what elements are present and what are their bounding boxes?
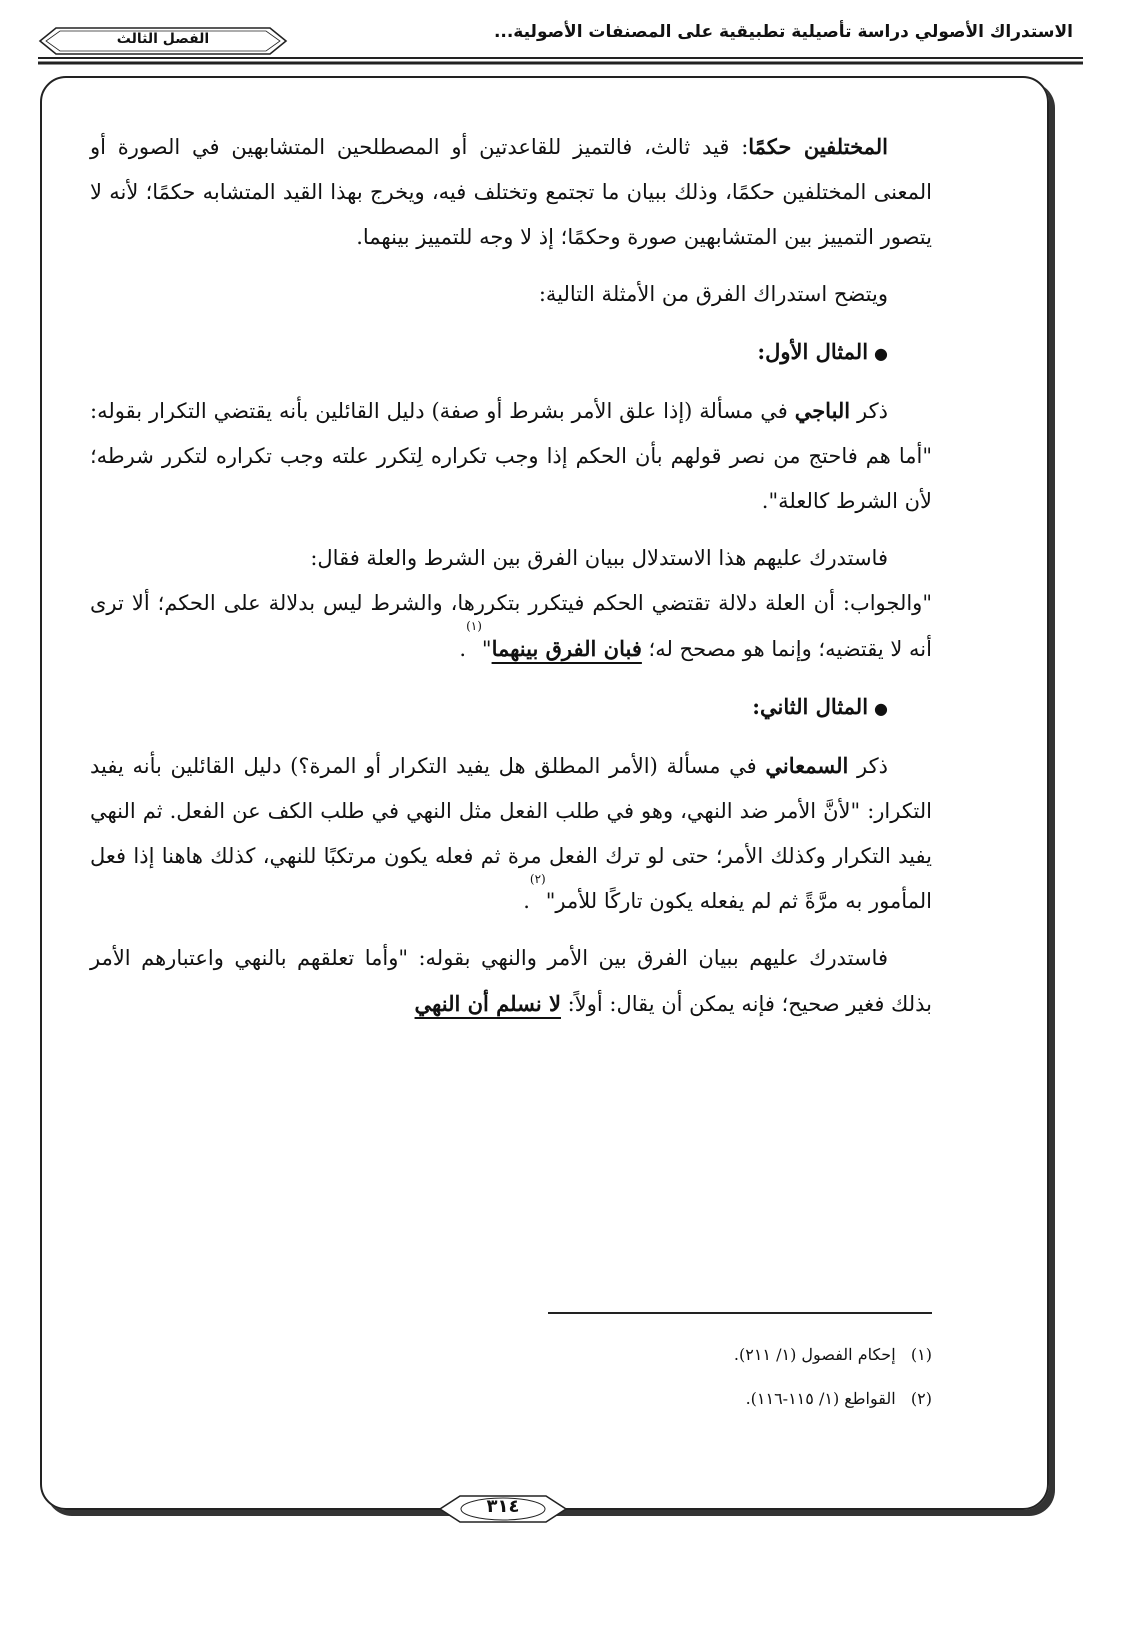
footnote-ref-1: (١) [466, 619, 482, 633]
author-samani: السمعاني [765, 753, 849, 778]
p1-text: : قيد ثالث، فالتميز للقاعدتين أو المصطلحين المتشابهين في الصورة أو المعنى المختلفين حكمًا، وذلك ببيان ما تجتمع وتختلف فيه، ويخرج بهذا القيد المتشابه حكمًا؛ لأنه لا يتصور التمييز بين المتشابهين صورة وحكمًا؛ إذ لا وجه للتمييز بينهما. [90, 135, 932, 249]
example-2-heading [90, 684, 932, 731]
paragraph-3 [90, 388, 932, 524]
p6-end: . [523, 889, 530, 913]
term-bold: المختلفين حكمًا [748, 134, 888, 159]
p7-bold: لا نسلم أن النهي [414, 991, 561, 1016]
chapter-tab [38, 24, 288, 58]
p5-b: " [481, 637, 492, 661]
page-number: ٣١٤ [486, 1496, 520, 1517]
footnote-2 [548, 1382, 932, 1416]
p3-a: ذكر [850, 399, 888, 423]
footnote-ref-2: (٢) [529, 872, 546, 886]
bullet-icon: ● [874, 344, 888, 363]
header-rule [38, 56, 1083, 66]
example-2-label: المثال الثاني: [752, 694, 869, 719]
footnote-1-num: (١) [910, 1345, 932, 1364]
paragraph-4: فاستدرك عليهم هذا الاستدلال ببيان الفرق بين الشرط والعلة فقال: [310, 546, 888, 570]
author-baji: الباجي [794, 398, 851, 423]
footnote-1 [548, 1338, 932, 1372]
p5-a: "والجواب: أن العلة دلالة تقتضي الحكم فيتكرر بتكررها، والشرط ليس بدلالة على الحكم؛ ألا ترى أنه لا يقتضيه؛ وإنما هو مصحح له؛ [90, 591, 932, 661]
bullet-icon: ● [874, 699, 888, 718]
p3-b: في مسألة (إذا علق الأمر بشرط أو صفة) دليل القائلين بأنه يقتضي التكرار بقوله: "أما هم فاحتج من نصر قولهم بأن الحكم إذا وجب تكراره لِتكرر علته وجب تكراره لتكرر شرطه؛ لأن الشرط كالعلة". [90, 399, 932, 513]
paragraph-7 [90, 936, 932, 1027]
p6-b: في مسألة (الأمر المطلق هل يفيد التكرار أو المرة؟) دليل القائلين بأنه يفيد التكرار: "لأنَّ الأمر ضد النهي، وهو في طلب الفعل مثل النهي في طلب الكف عن الفعل. ثم النهي يفيد التكرار وكذلك الأمر؛ حتى لو ترك الفعل مرة ثم فعله يكون مرتكبًا للنهي، كذلك هاهنا إذا فعل المأمور به مرَّةً ثم لم يفعله يكون تاركًا للأمر" [90, 754, 932, 913]
footnote-2-num: (٢) [910, 1389, 932, 1408]
p5-end: . [459, 637, 467, 661]
p6-a: ذكر [848, 754, 888, 778]
p5-bold: فبان الفرق بينهما [491, 636, 642, 661]
footnote-2-text: القواطع (١/ ١١٥-١١٦). [745, 1389, 896, 1408]
footnote-rule [548, 1312, 932, 1314]
body-text [90, 124, 932, 1039]
paragraph-6 [90, 743, 932, 924]
paragraph-2: ويتضح استدراك الفرق من الأمثلة التالية: [538, 282, 888, 306]
example-1-label: المثال الأول: [757, 339, 869, 364]
book-title: الاستدراك الأصولي دراسة تأصيلية تطبيقية على المصنفات الأصولية... [493, 22, 1073, 42]
paragraph-1 [90, 124, 932, 260]
footnotes [548, 1338, 932, 1426]
footnote-1-text: إحكام الفصول (١/ ٢١١). [733, 1345, 896, 1364]
page-number-tab [438, 1492, 568, 1526]
chapter-label: الفصل الثالث [116, 31, 210, 47]
paragraph-5 [90, 581, 932, 672]
p7-a: فاستدرك عليهم ببيان الفرق بين الأمر والنهي بقوله: "وأما تعلقهم بالنهي واعتبارهم الأمر بذلك فغير صحيح؛ فإنه يمكن أن يقال: أولاً: [90, 946, 932, 1016]
example-1-heading [90, 329, 932, 376]
